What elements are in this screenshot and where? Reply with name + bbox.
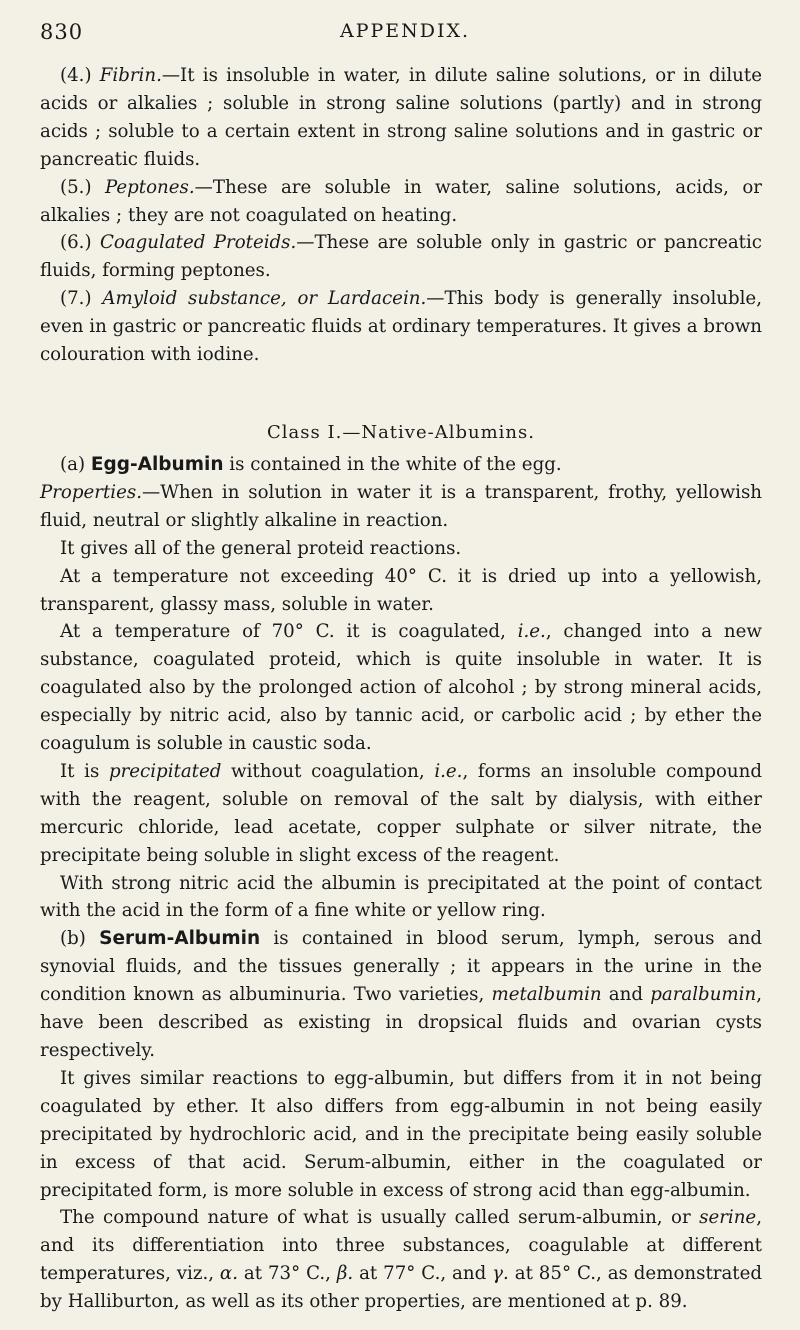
egg-albumin-intro: (a) Egg-Albumin is contained in the white of the egg. bbox=[60, 453, 562, 475]
egg-albumin-p1: It gives all of the general proteid reactions. bbox=[60, 537, 462, 559]
egg-albumin-p5: With strong nitric acid the albumin is precipitated at the point of contact with the acid in the form of a fine white or yellow ring. bbox=[40, 872, 762, 922]
paragraph-fibrin: (4.) Fibrin.—It is insoluble in water, in dilute saline solutions, or in dilute acids or alkalies ; soluble in strong saline solutions (partly) and in strong acids ; soluble to a certain extent in strong saline solutions and in gastric or pancreatic fluids. bbox=[40, 65, 762, 170]
section-gap bbox=[40, 369, 762, 421]
page bbox=[40, 0, 762, 1316]
egg-albumin-p4: It is precipitated without coagulation, i.e., forms an insoluble compound with the reagent, soluble on removal of the salt by dialysis, with either mercuric chloride, lead acetate, copper sulphate or silver nitrate, the precipitate being soluble in slight excess of the reagent. bbox=[40, 760, 762, 866]
serum-albumin-p2: The compound nature of what is usually called serum-albumin, or serine, and its differentiation into three substances, coagulable at different temperatures, viz., α. at 73° C., β. at 77° C., and γ. at 85° C., as demonstrated by Halliburton, as well as its other properties, are mentioned at p. 89. bbox=[40, 1207, 763, 1313]
running-head: APPENDIX. bbox=[340, 20, 471, 42]
egg-albumin-p3: At a temperature of 70° C. it is coagulated, i.e., changed into a new substance, coagulated proteid, which is quite insoluble in water. It is coagulated also by the prolonged action of alcohol ; by strong mineral acids, especially by nitric acid, also by tannic acid, or carbolic acid ; by ether the coagulum is soluble in caustic soda. bbox=[40, 621, 762, 755]
egg-albumin-heading: Egg-Albumin bbox=[90, 453, 224, 475]
page-number: 830 bbox=[40, 20, 84, 44]
page-header bbox=[40, 0, 762, 62]
paragraph-amyloid: (7.) Amyloid substance, or Lardacein.—This body is generally insoluble, even in gastric or pancreatic fluids at ordinary temperatures. It gives a brown colouration with iodine. bbox=[40, 288, 762, 366]
serum-albumin-intro: (b) Serum-Albumin is contained in blood serum, lymph, serous and synovial fluids, and the tissues generally ; it appears in the urine in the condition known as albuminuria. Two varieties, metalbumin and paralbumin, have been described as existing in dropsical fluids and ovarian cysts respectively. bbox=[40, 928, 762, 1061]
class-heading: Class I.—Native-Albumins. bbox=[267, 421, 535, 443]
paragraph-coagulated-proteids: (6.) Coagulated Proteids.—These are soluble only in gastric or pancreatic fluids, forming peptones. bbox=[40, 232, 762, 282]
serum-albumin-p1: It gives similar reactions to egg-albumin, but differs from it in not being coagulated by ether. It also differs from egg-albumin in not being easily precipitated by hydrochloric acid, and in the precipitate being easily soluble in excess of that acid. Serum-albumin, either in the coagulated or precipitated form, is more soluble in excess of strong acid than egg-albumin. bbox=[40, 1067, 762, 1201]
serum-albumin-heading: Serum-Albumin bbox=[99, 928, 261, 950]
egg-albumin-p2: At a temperature not exceeding 40° C. it is dried up into a yellowish, transparent, glassy mass, soluble in water. bbox=[40, 565, 762, 615]
paragraph-peptones: (5.) Peptones.—These are soluble in water, saline solutions, acids, or alkalies ; they are not coagulated on heating. bbox=[40, 176, 762, 226]
egg-albumin-properties: Properties.—When in solution in water it is a transparent, frothy, yellowish fluid, neutral or slightly alkaline in reaction. bbox=[40, 481, 762, 531]
